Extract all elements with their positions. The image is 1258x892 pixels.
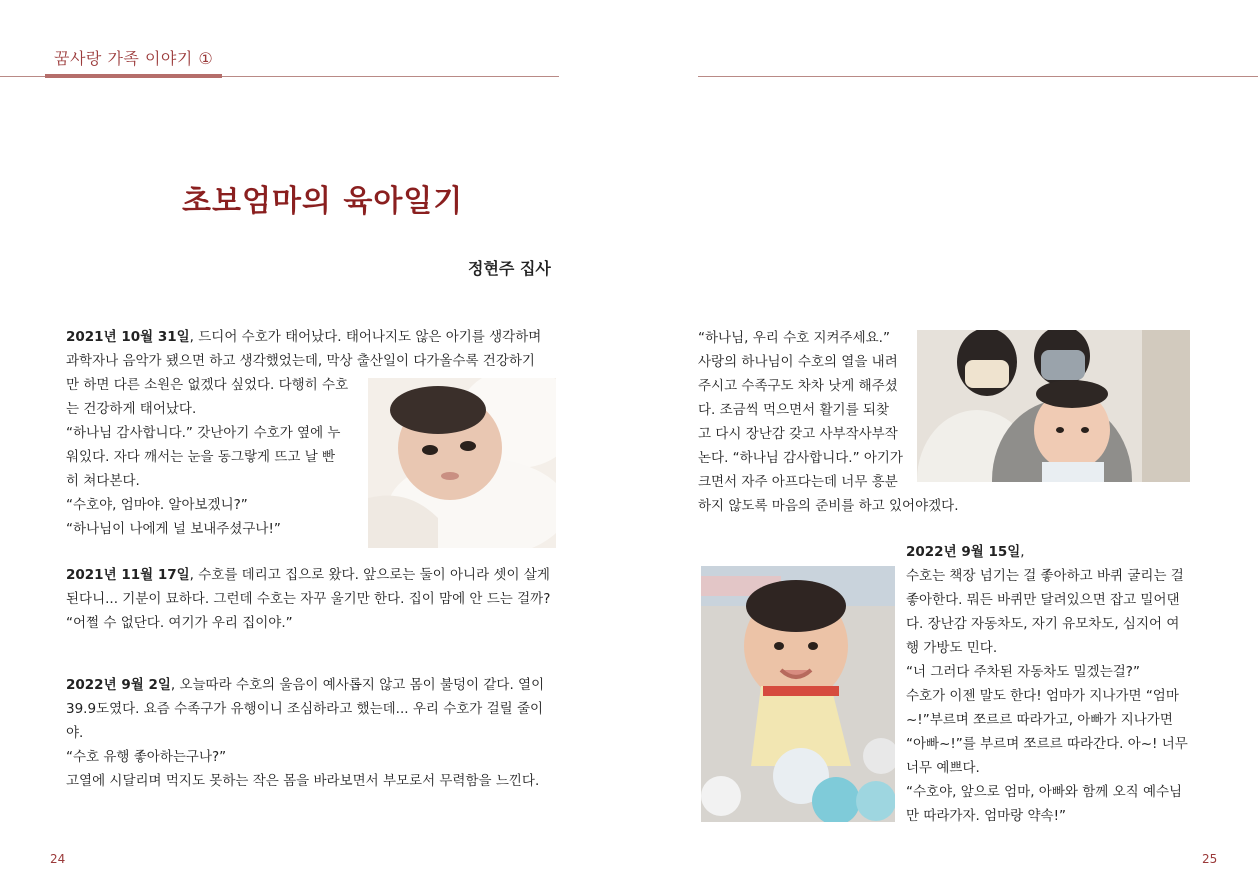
page-number-right: 25 xyxy=(1202,852,1218,866)
entry4-line1: 수호는 책장 넘기는 걸 좋아하고 바퀴 굴리는 걸 xyxy=(906,568,1184,584)
newborn-photo xyxy=(368,378,556,548)
entry4-line7: ~!”부르며 쪼르르 따라가고, 아빠가 지나가면 xyxy=(906,712,1173,728)
para1-line1: “하나님, 우리 수호 지켜주세요.” xyxy=(698,330,890,346)
entry1-line5: “하나님 감사합니다.” 갓난아기 수호가 옆에 누 xyxy=(66,425,341,441)
article-title: 초보엄마의 육아일기 xyxy=(182,184,464,219)
entry1-line3: 만 하면 다른 소원은 없겠다 싶었다. 다행히 수호 xyxy=(66,377,349,393)
entry3-line2: 39.9도였다. 요즘 수족구가 유행이니 조심하라고 했는데... 우리 수호가 걸릴 줄이 xyxy=(66,701,544,717)
entry1-line8: “수호야, 엄마야. 알아보겠니?” xyxy=(66,497,248,513)
entry3-line1: 2022년 9월 2일, 오늘따라 수호의 울음이 예사롭지 않고 몸이 불덩이 같다. 열이 xyxy=(66,677,545,693)
entry4-line9: 너무 예쁘다. xyxy=(906,760,980,776)
entry1-line1: 2021년 10월 31일, 드디어 수호가 태어났다. 태어나지도 않은 아기를 생각하며 xyxy=(66,329,542,345)
entry2-date: 2021년 11월 17일 xyxy=(66,567,190,583)
entry3-line3: 야. xyxy=(66,725,84,741)
entry2-line3: “어쩔 수 없단다. 여기가 우리 집이야.” xyxy=(66,615,293,631)
entry4-line4: 행 가방도 민다. xyxy=(906,640,998,656)
baby-ballpit-photo xyxy=(701,566,895,822)
entry3-date: 2022년 9월 2일 xyxy=(66,677,171,693)
section-title: 꿈사랑 가족 이야기 ① xyxy=(54,49,214,68)
entry3-line5: 고열에 시달리며 먹지도 못하는 작은 몸을 바라보면서 부모로서 무력함을 느낀다. xyxy=(66,773,540,789)
para1-line3: 주시고 수족구도 차차 낫게 해주셨 xyxy=(698,378,898,394)
para1-line6: 논다. “하나님 감사합니다.” 아기가 xyxy=(698,450,903,466)
entry4-line5: “너 그러다 주차된 자동차도 밀겠는걸?” xyxy=(906,664,1140,680)
entry3-line4: “수호 유행 좋아하는구나?” xyxy=(66,749,227,765)
entry4-line10: “수호야, 앞으로 엄마, 아빠와 함께 오직 예수님 xyxy=(906,784,1183,800)
entry4-line2: 좋아한다. 뭐든 바퀴만 달려있으면 잡고 밀어댄 xyxy=(906,592,1180,608)
family-photo xyxy=(917,330,1190,482)
entry4-line6: 수호가 이젠 말도 한다! 엄마가 지나가면 “엄마 xyxy=(906,688,1179,704)
entry2-line2: 된다니... 기분이 묘하다. 그런데 수호는 자꾸 울기만 한다. 집이 맘에 안 드는 걸까? xyxy=(66,591,551,607)
entry4-line3: 다. 장난감 자동차도, 자기 유모차도, 심지어 여 xyxy=(906,616,1180,632)
entry1-line6: 워있다. 자다 깨서는 눈을 동그랗게 뜨고 날 빤 xyxy=(66,449,336,465)
article-author: 정현주 집사 xyxy=(468,259,551,278)
entry1-line4: 는 건강하게 태어났다. xyxy=(66,401,197,417)
entry4-line11: 만 따라가자. 엄마랑 약속!” xyxy=(906,808,1066,824)
entry1-date: 2021년 10월 31일 xyxy=(66,329,190,345)
header-rule-right xyxy=(698,76,1258,77)
entry4-date-line: 2022년 9월 15일, xyxy=(906,544,1025,560)
entry4-date: 2022년 9월 15일 xyxy=(906,544,1021,560)
para1-line5: 고 다시 장난감 갖고 사부작사부작 xyxy=(698,426,898,442)
para1-line4: 다. 조금씩 먹으면서 활기를 되찾 xyxy=(698,402,889,418)
entry1-line9: “하나님이 나에게 널 보내주셨구나!” xyxy=(66,521,281,537)
entry2-line1: 2021년 11월 17일, 수호를 데리고 집으로 왔다. 앞으로는 둘이 아니라 셋이 살게 xyxy=(66,567,550,583)
para1-line2: 사랑의 하나님이 수호의 열을 내려 xyxy=(698,354,898,370)
entry1-line2: 과학자나 음악가 됐으면 하고 생각했었는데, 막상 출산일이 다가올수록 건강하기 xyxy=(66,353,535,369)
entry1-line7: 히 쳐다본다. xyxy=(66,473,140,489)
page-number-left: 24 xyxy=(50,852,66,866)
para1-line7: 크면서 자주 아프다는데 너무 흥분 xyxy=(698,474,898,490)
header-rule-accent xyxy=(45,74,222,78)
entry4-line8: “아빠~!”를 부르며 쪼르르 따라간다. 아~! 너무 xyxy=(906,736,1188,752)
para1-line8: 하지 않도록 마음의 준비를 하고 있어야겠다. xyxy=(698,498,959,514)
